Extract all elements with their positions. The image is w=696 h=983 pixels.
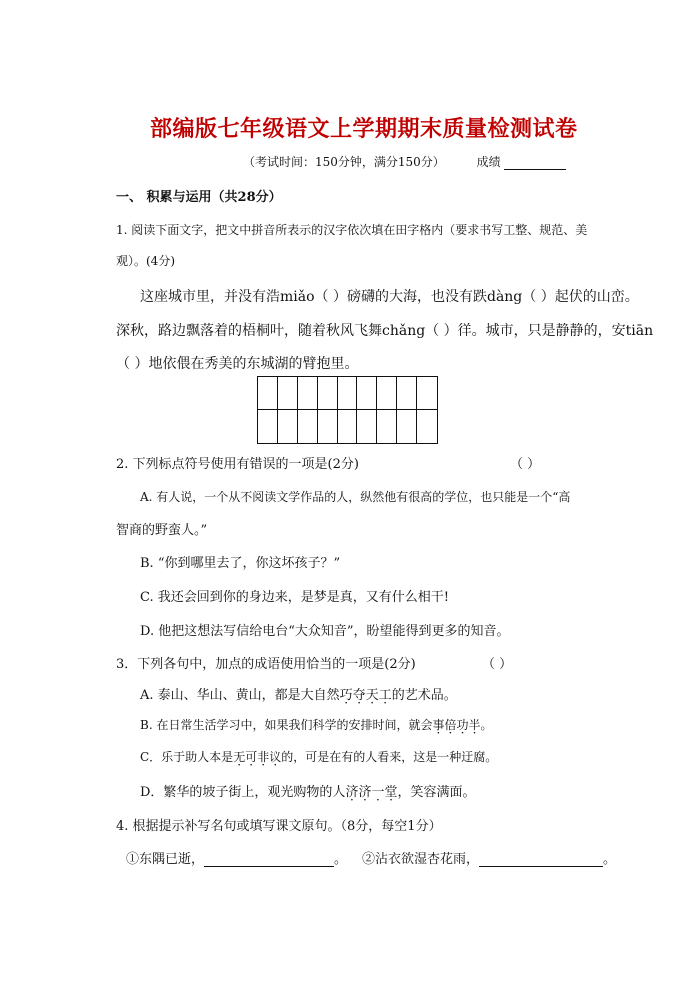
option-text: 的艺术品。 xyxy=(391,688,457,703)
dotted-char: 巧 xyxy=(339,688,353,703)
exam-info xyxy=(243,153,566,170)
q1-line2: 观）。(4分) xyxy=(116,254,175,268)
dotted-char: 济 xyxy=(358,785,372,800)
dotted-char: 堂 xyxy=(384,785,398,800)
grid-cell[interactable] xyxy=(377,377,397,410)
dotted-char: 议 xyxy=(269,750,282,764)
item-end: 。 xyxy=(334,852,348,867)
q3-stem: 3．下列各句中，加点的成语使用恰当的一项是(2分) xyxy=(116,657,416,672)
grid-cell[interactable] xyxy=(258,377,278,410)
option-text: C．乐于助人本是 xyxy=(140,750,234,764)
grid-cell[interactable] xyxy=(417,410,437,443)
q4-stem: 4. 根据提示补写名句或填写课文原句。（8分，每空1分） xyxy=(116,819,442,834)
score-label: 成绩 xyxy=(476,155,501,169)
dotted-char: 济 xyxy=(345,785,359,800)
dotted-char: 非 xyxy=(257,750,270,764)
dotted-char: 半 xyxy=(468,718,481,732)
dotted-char: 事 xyxy=(432,718,445,732)
q2-option-a-line2: 智商的野蛮人。” xyxy=(116,523,208,538)
q3-option-c xyxy=(140,748,497,765)
grid-cell[interactable] xyxy=(278,377,298,410)
q2-stem: 2. 下列标点符号使用有错误的一项是(2分) xyxy=(116,457,359,472)
q1-passage-line2: 深秋，路边飘落着的梧桐叶，随着秋风飞舞chǎng（ ）徉。城市，只是静静的，安tiān xyxy=(116,323,654,339)
score-blank[interactable] xyxy=(504,157,566,170)
q3-answer-bracket[interactable]: （ ） xyxy=(482,657,513,672)
q4-item1 xyxy=(126,848,347,867)
option-text: 。 xyxy=(480,718,493,732)
answer-blank[interactable] xyxy=(204,853,334,867)
option-text: ，笑容满面。 xyxy=(397,785,476,800)
tianzige-grid[interactable] xyxy=(257,376,438,444)
q1-passage-line1: 这座城市里，并没有浩miǎo（ ）磅礴的大海，也没有跌dàng（ ）起伏的山峦。 xyxy=(140,289,639,305)
section-heading: 一、 积累与运用（共28分） xyxy=(116,190,282,205)
q2-option-b: B. “你到哪里去了，你这坏孩子？” xyxy=(140,556,341,571)
dotted-char: 可 xyxy=(245,750,258,764)
dotted-char: 夺 xyxy=(352,688,366,703)
page-title: 部编版七年级语文上学期期末质量检测试卷 xyxy=(150,116,578,142)
dotted-char: 功 xyxy=(456,718,469,732)
option-text: B. 在日常生活学习中，如果我们科学的安排时间，就会 xyxy=(140,718,433,732)
item-text: ②沾衣欲湿杏花雨， xyxy=(362,852,480,867)
answer-blank[interactable] xyxy=(479,853,603,867)
option-text: A. 泰山、华山、黄山，都是大自然 xyxy=(140,688,340,703)
grid-cell[interactable] xyxy=(338,410,358,443)
grid-cell[interactable] xyxy=(397,377,417,410)
grid-cell[interactable] xyxy=(278,410,298,443)
q2-answer-bracket[interactable]: （ ） xyxy=(510,457,541,472)
q3-option-b xyxy=(140,716,493,733)
item-end: 。 xyxy=(603,852,617,867)
dotted-char: 一 xyxy=(371,785,385,800)
dotted-char: 倍 xyxy=(444,718,457,732)
grid-cell[interactable] xyxy=(357,377,377,410)
q4-item2 xyxy=(362,848,616,867)
grid-cell[interactable] xyxy=(357,410,377,443)
dotted-char: 无 xyxy=(233,750,246,764)
dotted-char: 天 xyxy=(365,688,379,703)
grid-cell[interactable] xyxy=(338,377,358,410)
grid-cell[interactable] xyxy=(318,410,338,443)
option-text: 的，可是在有的人看来，这是一种迂腐。 xyxy=(281,750,498,764)
dotted-char: 工 xyxy=(378,688,392,703)
q2-option-c: C. 我还会回到你的身边来，是梦是真，又有什么相干! xyxy=(140,590,449,605)
q1-passage-line3: （ ）地依偎在秀美的东城湖的臂抱里。 xyxy=(116,356,359,372)
grid-cell[interactable] xyxy=(417,377,437,410)
item-text: ①东隅已逝， xyxy=(126,852,205,867)
grid-cell[interactable] xyxy=(397,410,417,443)
option-text: D．繁华的坡子街上，观光购物的人 xyxy=(140,785,346,800)
q1-line1: 1. 阅读下面文字，把文中拼音所表示的汉字依次填在田字格内（要求书写工整、规范、美 xyxy=(116,223,588,237)
grid-cell[interactable] xyxy=(298,377,318,410)
grid-cell[interactable] xyxy=(377,410,397,443)
q2-option-a-line1: A. 有人说，一个从不阅读文学作品的人，纵然他有很高的学位，也只能是一个“高 xyxy=(140,490,571,504)
q3-option-d xyxy=(140,781,476,800)
q2-option-d: D. 他把这想法写信给电台“大众知音”，盼望能得到更多的知音。 xyxy=(140,624,510,639)
exam-time: （考试时间：150分钟，满分150分） xyxy=(243,155,445,169)
grid-cell[interactable] xyxy=(318,377,338,410)
grid-cell[interactable] xyxy=(298,410,318,443)
grid-cell[interactable] xyxy=(258,410,278,443)
q3-option-a xyxy=(140,684,457,703)
